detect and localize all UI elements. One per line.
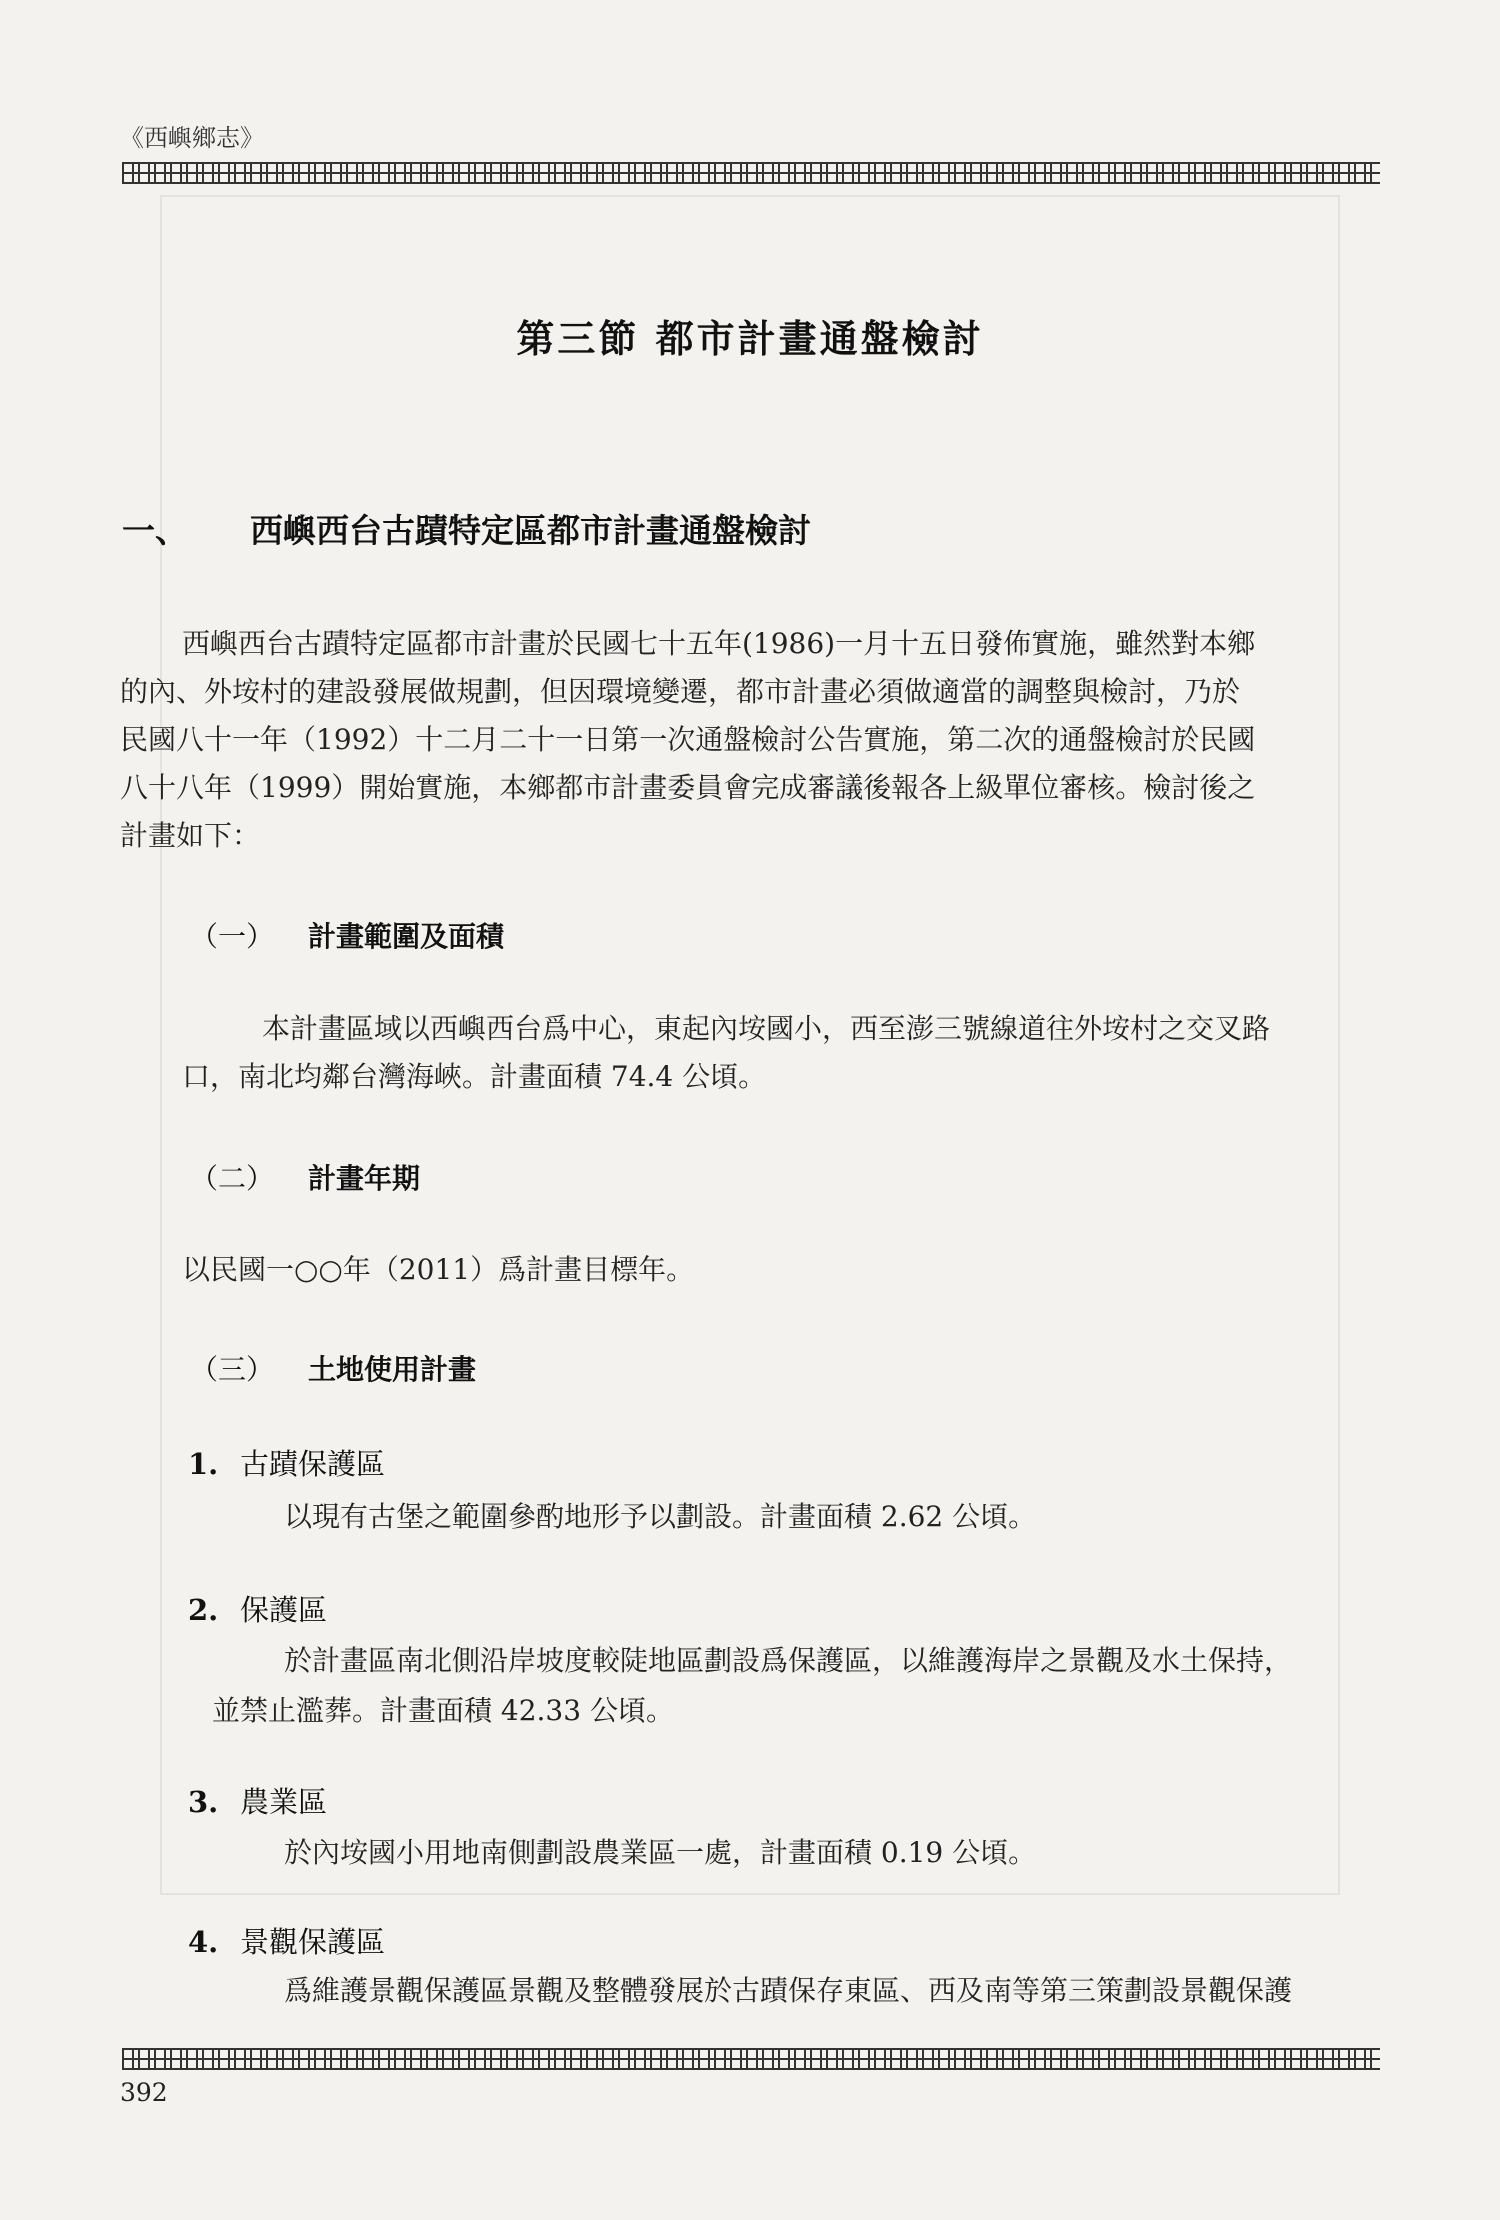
subsection-heading (190, 915, 504, 955)
intro-line: 計畫如下： (120, 819, 261, 852)
intro-paragraph (120, 620, 1402, 860)
subsection-number: （一） (190, 920, 275, 953)
header-ornament-band (122, 162, 1380, 184)
intro-line: 八十八年（1999）開始實施，本鄉都市計畫委員會完成審議後報各上級單位審核。檢討後之 (120, 771, 1256, 804)
scope-line: 本計畫區域以西嶼西台爲中心，東起內垵國小，西至澎三號線道往外垵村之交叉路 (262, 1012, 1271, 1045)
item-title: 古蹟保護區 (240, 1447, 386, 1481)
running-title: 《西嶼鄉志》 (120, 124, 264, 152)
subsection-title: 計畫年期 (308, 1162, 421, 1195)
part-number: 一、 (122, 511, 188, 550)
section-title: 第三節 都市計畫通盤檢討 (516, 316, 984, 361)
page-number: 392 (120, 2078, 168, 2107)
item-text: 並禁止濫葬。計畫面積 42.33 公頃。 (212, 1694, 674, 1727)
item-text: 於計畫區南北側沿岸坡度較陡地區劃設爲保護區，以維護海岸之景觀及水土保持， (284, 1644, 1293, 1677)
land-use-item-heading (188, 1442, 385, 1483)
item-text: 以現有古堡之範圍參酌地形予以劃設。計畫面積 2.62 公頃。 (284, 1500, 1037, 1533)
scope-paragraph (120, 1005, 1402, 1101)
subsection-title: 土地使用計畫 (308, 1353, 477, 1386)
footer-ornament-band (122, 2048, 1380, 2070)
subsection-number: （二） (190, 1162, 275, 1195)
intro-line: 民國八十一年（1992）十二月二十一日第一次通盤檢討公告實施，第二次的通盤檢討於民國 (120, 723, 1256, 756)
item-text: 於內垵國小用地南側劃設農業區一處，計畫面積 0.19 公頃。 (284, 1836, 1037, 1869)
part-heading (122, 505, 811, 552)
item-title: 保護區 (240, 1593, 328, 1627)
land-use-item-heading (188, 1588, 327, 1629)
item-number: 2. (188, 1593, 219, 1627)
item-title: 景觀保護區 (240, 1925, 386, 1959)
scope-line: 口，南北均鄰台灣海峽。計畫面積 74.4 公頃。 (182, 1060, 767, 1093)
subsection-heading (190, 1157, 420, 1197)
part-title: 西嶼西台古蹟特定區都市計畫通盤檢討 (250, 511, 811, 550)
subsection-number: （三） (190, 1353, 275, 1386)
item-number: 4. (188, 1925, 219, 1959)
subsection-title: 計畫範圍及面積 (308, 920, 505, 953)
subsection-heading (190, 1348, 476, 1388)
land-use-item-heading (188, 1920, 385, 1961)
item-number: 1. (188, 1447, 219, 1481)
item-title: 農業區 (240, 1785, 328, 1819)
item-number: 3. (188, 1785, 219, 1819)
target-year-text: 以民國一○○年（2011）爲計畫目標年。 (182, 1253, 695, 1286)
item-text: 爲維護景觀保護區景觀及整體發展於古蹟保存東區、西及南等第三策劃設景觀保護 (284, 1974, 1293, 2007)
intro-line: 西嶼西台古蹟特定區都市計畫於民國七十五年(1986)一月十五日發佈實施，雖然對本鄉 (182, 627, 1256, 660)
land-use-item-heading (188, 1780, 327, 1821)
intro-line: 的內、外垵村的建設發展做規劃，但因環境變遷，都市計畫必須做適當的調整與檢討，乃於 (120, 675, 1241, 708)
